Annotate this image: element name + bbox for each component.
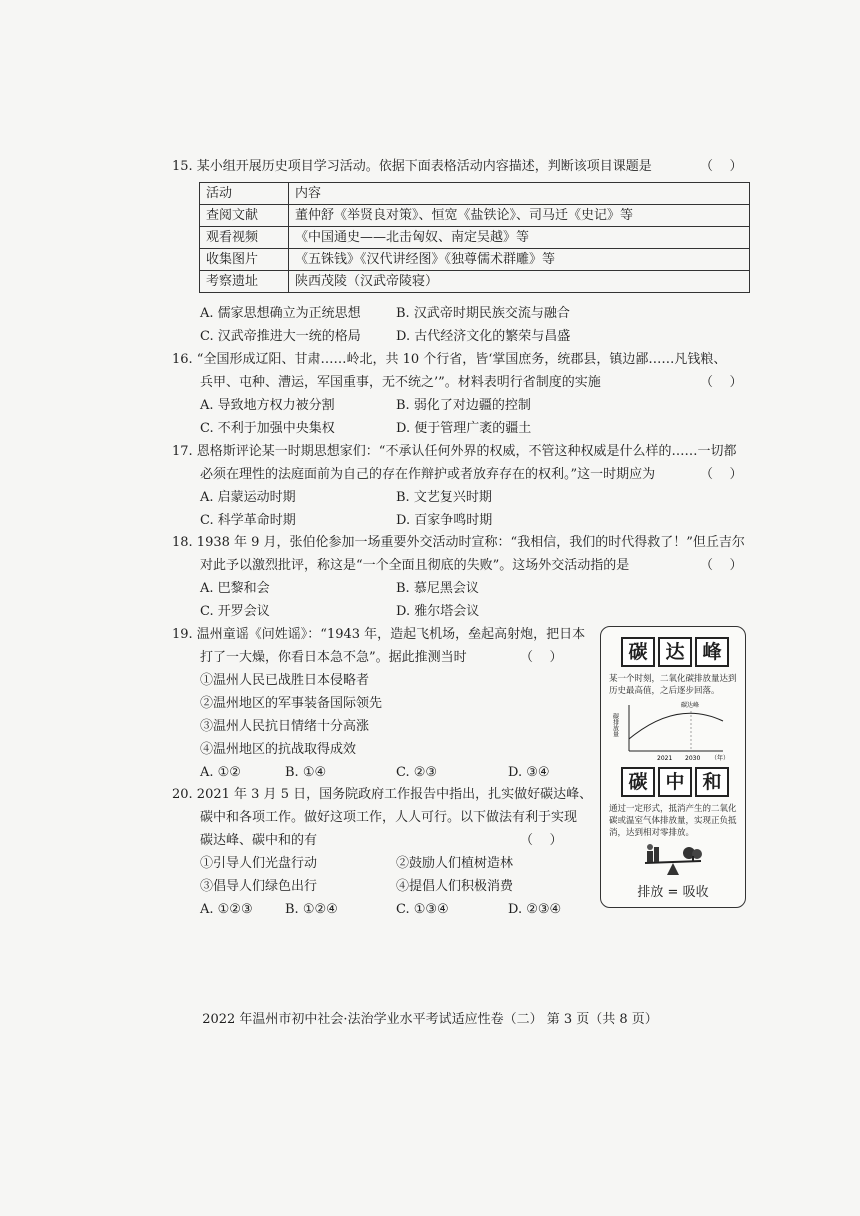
q20-stem-line2: 碳中和各项工作。做好这项工作，人人可行。以下做法有利于实现	[200, 810, 578, 825]
q19-answer-paren: （ ）	[520, 650, 563, 665]
table-row	[200, 271, 750, 293]
neutral-char-2: 中	[658, 767, 692, 797]
neutral-description: 通过一定形式，抵消产生的二氧化碳或温室气体排放量，实现正负抵消，达到相对零排放。	[609, 804, 737, 838]
peak-description: 某一个时刻，二氧化碳排放量达到历史最高值，之后逐步回落。	[609, 674, 737, 696]
q16-answer-paren: （ ）	[700, 375, 743, 390]
q16-option-d[interactable]: D. 便于管理广袤的疆土	[396, 421, 532, 436]
q18-option-b[interactable]: B. 慕尼黑会议	[396, 581, 479, 596]
q15-option-a[interactable]: A. 儒家思想确立为正统思想	[200, 306, 361, 321]
table-cell: 《中国通史——北击匈奴、南定吴越》等	[289, 227, 750, 249]
q19-item-2: ②温州地区的军事装备国际领先	[200, 696, 383, 711]
chart-x-tick-2021: 2021	[657, 755, 673, 762]
q17-option-a[interactable]: A. 启蒙运动时期	[200, 490, 296, 505]
table-row	[200, 249, 750, 271]
q17-stem-line2: 必须在理性的法庭面前为自己的存在作辩护或者放弃存在的权利。”这一时期应为	[200, 467, 656, 482]
q17-option-d[interactable]: D. 百家争鸣时期	[396, 513, 493, 528]
table-cell: 《五铢钱》《汉代讲经图》《独尊儒术群雕》等	[289, 249, 750, 271]
q15-option-b[interactable]: B. 汉武帝时期民族交流与融合	[396, 306, 570, 321]
q17-answer-paren: （ ）	[700, 467, 743, 482]
table-cell: 查阅文献	[200, 205, 289, 227]
q19-stem-line2: 打了一大燥，你看日本急不急”。据此推测当时	[200, 650, 467, 665]
q16-option-b[interactable]: B. 弱化了对边疆的控制	[396, 398, 531, 413]
q18-stem-line1: 18. 1938 年 9 月，张伯伦参加一场重要外交活动时宣称：“我相信，我们的时代得救了！”但丘吉尔	[172, 535, 745, 550]
q16-option-a[interactable]: A. 导致地方权力被分割	[200, 398, 335, 413]
q15-stem: 15. 某小组开展历史项目学习活动。依据下面表格活动内容描述，判断该项目课题是	[172, 159, 652, 174]
q18-stem-line2: 对此予以激烈批评，称这是“一个全面且彻底的失败”。这场外交活动指的是	[200, 558, 630, 573]
q19-option-a[interactable]: A. ①②	[200, 765, 241, 780]
table-row	[200, 227, 750, 249]
page-footer: 2022 年温州市初中社会·法治学业水平考试适应性卷（二） 第 3 页（共 8 页）	[202, 1012, 658, 1027]
table-cell: 董仲舒《举贤良对策》、恒宽《盐铁论》、司马迁《史记》等	[289, 205, 750, 227]
table-header-cell: 内容	[289, 183, 750, 205]
q20-stem-line3: 碳达峰、碳中和的有	[200, 833, 318, 848]
q19-option-c[interactable]: C. ②③	[396, 765, 438, 780]
q15-option-d[interactable]: D. 古代经济文化的繁荣与昌盛	[396, 329, 571, 344]
q20-option-b[interactable]: B. ①②④	[285, 902, 338, 917]
table-row	[200, 205, 750, 227]
peak-char-2: 达	[658, 637, 692, 667]
neutral-char-3: 和	[695, 767, 729, 797]
q16-stem-line1: 16. “全国形成辽阳、甘肃……岭北，共 10 个行省，皆‘掌国庶务，统郡县，镇边鄙……凡钱粮、	[172, 352, 727, 367]
q15-answer-paren: （ ）	[700, 159, 743, 174]
q19-option-b[interactable]: B. ①④	[285, 765, 327, 780]
q17-option-c[interactable]: C. 科学革命时期	[200, 513, 296, 528]
peak-char-1: 碳	[621, 637, 655, 667]
q15-activity-table	[199, 182, 750, 293]
chart-x-tick-2030: 2030	[685, 755, 701, 762]
carbon-info-panel	[600, 626, 746, 908]
q18-option-d[interactable]: D. 雅尔塔会议	[396, 604, 480, 619]
q19-option-d[interactable]: D. ③④	[508, 765, 550, 780]
q18-option-c[interactable]: C. 开罗会议	[200, 604, 270, 619]
chart-x-unit: （年）	[711, 755, 730, 762]
table-cell: 收集图片	[200, 249, 289, 271]
q17-stem-line1: 17. 恩格斯评论某一时期思想家们：“不承认任何外界的权威，不管这种权威是什么样的……一切都	[172, 444, 737, 459]
q19-item-1: ①温州人民已战胜日本侵略者	[200, 673, 370, 688]
table-header-cell: 活动	[200, 183, 289, 205]
q19-stem-line1: 19. 温州童谣《问姓谣》：“1943 年，造起飞机场，垒起高射炮，把日本	[172, 627, 586, 642]
q18-option-a[interactable]: A. 巴黎和会	[200, 581, 270, 596]
q16-option-c[interactable]: C. 不利于加强中央集权	[200, 421, 335, 436]
q20-option-d[interactable]: D. ②③④	[508, 902, 562, 917]
q17-option-b[interactable]: B. 文艺复兴时期	[396, 490, 492, 505]
q20-option-c[interactable]: C. ①③④	[396, 902, 449, 917]
peak-char-3: 峰	[695, 637, 729, 667]
q20-item-4: ④提倡人们积极消费	[396, 879, 514, 894]
q20-item-3: ③倡导人们绿色出行	[200, 879, 318, 894]
q20-item-2: ②鼓励人们植树造林	[396, 856, 514, 871]
q18-answer-paren: （ ）	[700, 558, 743, 573]
emission-equation: 排放 = 吸收	[637, 885, 709, 900]
q20-item-1: ①引导人们光盘行动	[200, 856, 318, 871]
q19-item-3: ③温州人民抗日情绪十分高涨	[200, 719, 370, 734]
q19-item-4: ④温州地区的抗战取得成效	[200, 742, 357, 757]
chart-y-label: 碳排放量	[611, 713, 619, 737]
balance-scale-icon	[637, 843, 709, 879]
q20-answer-paren: （ ）	[520, 833, 563, 848]
q15-option-c[interactable]: C. 汉武帝推进大一统的格局	[200, 329, 361, 344]
q20-stem-line1: 20. 2021 年 3 月 5 日，国务院政府工作报告中指出，扎实做好碳达峰、	[172, 787, 593, 802]
table-cell: 考察遗址	[200, 271, 289, 293]
table-cell: 陕西茂陵（汉武帝陵寝）	[289, 271, 750, 293]
table-row	[200, 183, 750, 205]
emission-curve-chart	[607, 699, 739, 765]
q20-option-a[interactable]: A. ①②③	[200, 902, 253, 917]
table-cell: 观看视频	[200, 227, 289, 249]
q16-stem-line2: 兵甲、屯种、漕运，军国重事，无不统之’”。材料表明行省制度的实施	[200, 375, 601, 390]
neutral-char-1: 碳	[621, 767, 655, 797]
chart-peak-label: 碳达峰	[681, 702, 700, 709]
